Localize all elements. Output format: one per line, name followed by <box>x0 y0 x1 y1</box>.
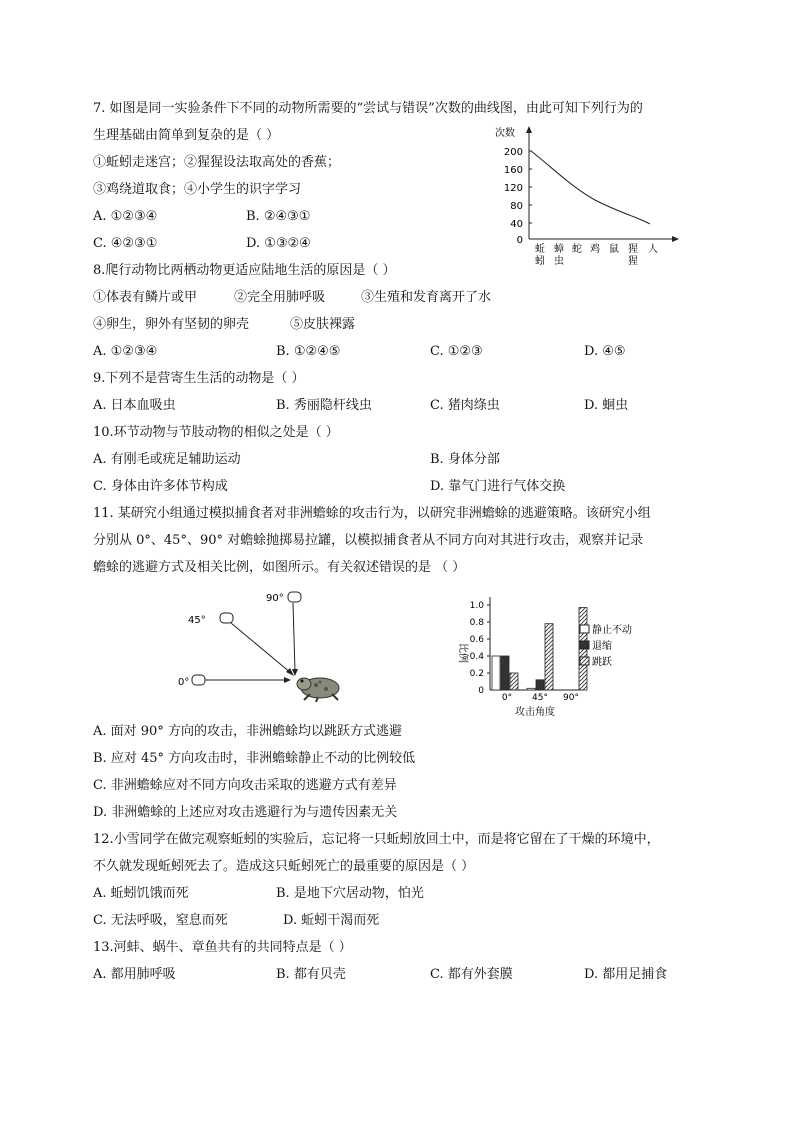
q11-angle-45-label: 45° <box>188 615 206 626</box>
q11-legend <box>580 623 632 668</box>
q12-option-d: D. 蚯蚓干渴而死 <box>283 913 380 928</box>
q11-legend-still: 静止不动 <box>592 625 632 636</box>
q11-bar-still-0 <box>492 656 500 690</box>
q10-option-c: C. 身体由许多体节构成 <box>93 479 228 494</box>
q9-stem: 9.下列不是营寄生生活的动物是（ ） <box>93 371 305 386</box>
q11-can-45-icon <box>220 613 233 623</box>
q11-legend-retreat: 退缩 <box>592 641 612 652</box>
q11-option-d: D. 非洲蟾蜍的上述应对攻击逃避行为与遗传因素无关 <box>93 805 398 820</box>
q7-ytick-200: 200 <box>503 147 523 158</box>
q8-statement-2: ②完全用肺呼吸 <box>234 290 326 305</box>
q11-angle-90-label: 90° <box>266 593 284 604</box>
q7-trial-curve <box>531 151 650 224</box>
q11-ytick-08: 0.8 <box>469 618 484 628</box>
q9-option-a: A. 日本血吸虫 <box>93 398 176 413</box>
q7-ytick-40: 40 <box>510 219 523 230</box>
q12-stem-line2: 不久就发现蚯蚓死去了。造成这只蚯蚓死亡的最重要的原因是（ ） <box>93 859 475 874</box>
q13-option-d: D. 都用足捕食 <box>584 967 668 982</box>
q7-xcat-gorilla-2: 猩 <box>628 256 638 267</box>
q8-option-b: B. ①②④⑤ <box>276 344 341 359</box>
q11-stem-line3: 蟾蜍的逃避方式及相关比例，如图所示。有关叙述错误的是 （ ） <box>93 560 466 575</box>
q7-xcat-gorilla-1: 猩 <box>628 244 638 255</box>
q7-xcat-chicken: 鸡 <box>590 244 600 255</box>
q7-ytick-160: 160 <box>503 165 523 176</box>
q11-bar-jump-0 <box>510 673 518 690</box>
q7-option-b: B. ②④③① <box>246 209 311 224</box>
q8-statement-5: ⑤皮肤裸露 <box>290 317 356 332</box>
q7-chart-ylabel: 次数 <box>495 128 515 139</box>
q11-option-b: B. 应对 45° 方向攻击时，非洲蟾蜍静止不动的比例较低 <box>93 751 416 766</box>
q11-stem-line1: 11. 某研究小组通过模拟捕食者对非洲蟾蜍的攻击行为，以研究非洲蟾蜍的逃避策略。该研究小组 <box>93 506 651 521</box>
q11-ytick-04: 0.4 <box>469 652 484 662</box>
q7-xcat-earthworm-2: 蚓 <box>535 256 545 267</box>
q11-chart-ylabel: 比例 <box>457 643 468 663</box>
q8-option-a: A. ①②③④ <box>93 344 158 359</box>
q11-bar-retreat-0 <box>501 656 509 690</box>
q11-bar-retreat-1 <box>536 680 544 690</box>
q10-option-b: B. 身体分部 <box>430 452 500 467</box>
q13-option-b: B. 都有贝壳 <box>276 967 346 982</box>
q11-bar-jump-1 <box>545 624 553 690</box>
q7-ytick-120: 120 <box>503 183 523 194</box>
q11-legend-swatch-jump <box>580 657 589 665</box>
q7-statement-1: ①蚯蚓走迷宫；②猩猩设法取高处的香蕉； <box>93 155 341 170</box>
q11-chart-xlabel: 攻击角度 <box>515 707 555 718</box>
q11-attack-direction-diagram <box>170 585 350 710</box>
q12-stem-line1: 12.小雪同学在做完观察蚯蚓的实验后，忘记将一只蚯蚓放回土中，而是将它留在了干燥的环境中， <box>93 832 660 847</box>
q7-option-a: A. ①②③④ <box>93 209 158 224</box>
q11-bar-still-1 <box>527 688 535 690</box>
q7-xcat-cockroach-1: 蟑 <box>554 244 564 255</box>
q7-stem-line1: 7. 如图是同一实验条件下不同的动物所需要的“尝试与错误”次数的曲线图，由此可知下列行为的 <box>93 101 643 116</box>
q11-legend-swatch-still <box>580 625 589 633</box>
q9-option-b: B. 秀丽隐杆线虫 <box>276 398 372 413</box>
q7-xcat-cockroach-2: 虫 <box>554 256 564 267</box>
q10-option-a: A. 有刚毛或疣足辅助运动 <box>93 452 241 467</box>
q7-trial-error-chart <box>485 120 695 280</box>
q7-option-c: C. ④②③① <box>93 236 158 251</box>
q11-xtick-45: 45° <box>532 693 548 703</box>
q12-option-a: A. 蚯蚓饥饿而死 <box>93 886 189 901</box>
q11-can-0-icon <box>192 675 205 685</box>
q11-option-c: C. 非洲蟾蜍应对不同方向攻击采取的逃避方式有差异 <box>93 778 397 793</box>
q13-stem: 13.河蚌、蜗牛、章鱼共有的共同特点是（ ） <box>93 940 352 955</box>
q8-option-d: D. ④⑤ <box>584 344 626 359</box>
q7-stem-line2: 生理基础由简单到复杂的是（ ） <box>93 128 280 143</box>
q11-can-90-icon <box>288 592 301 602</box>
q11-xtick-0: 0° <box>501 693 513 703</box>
q11-legend-swatch-retreat <box>580 641 589 649</box>
q11-ytick-02: 0.2 <box>469 669 484 679</box>
q7-statement-2: ③鸡绕道取食；④小学生的识字学习 <box>93 182 302 197</box>
q8-statement-1: ①体表有鳞片或甲 <box>93 290 198 305</box>
q9-option-c: C. 猪肉绦虫 <box>430 398 500 413</box>
q8-stem: 8.爬行动物比两栖动物更适应陆地生活的原因是（ ） <box>93 263 396 278</box>
q7-ytick-0: 0 <box>516 235 523 246</box>
q13-option-a: A. 都用肺呼吸 <box>93 967 176 982</box>
q11-angle-0-label: 0° <box>178 677 190 688</box>
toad-icon <box>297 678 339 702</box>
q7-option-d: D. ①③②④ <box>246 236 311 251</box>
q11-ytick-06: 0.6 <box>469 635 484 645</box>
q8-statement-4: ④卵生，卵外有坚韧的卵壳 <box>93 317 250 332</box>
q11-legend-jump: 跳跃 <box>592 657 612 668</box>
q7-ytick-80: 80 <box>510 201 523 212</box>
q11-stem-line2: 分别从 0°、45°、90° 对蟾蜍抛掷易拉罐，以模拟捕食者从不同方向对其进行攻击，观察并记录 <box>93 533 644 548</box>
q13-option-c: C. 都有外套膜 <box>430 967 513 982</box>
q12-option-b: B. 是地下穴居动物，怕光 <box>276 886 424 901</box>
q7-xcat-snake: 蛇 <box>572 244 582 255</box>
q11-escape-ratio-chart <box>440 585 650 720</box>
q10-stem: 10.环节动物与节肢动物的相似之处是（ ） <box>93 425 339 440</box>
q7-xcat-human: 人 <box>648 244 658 255</box>
q8-statement-3: ③生殖和发育离开了水 <box>361 290 492 305</box>
q10-option-d: D. 靠气门进行气体交换 <box>430 479 566 494</box>
q9-option-d: D. 蛔虫 <box>584 398 629 413</box>
q11-xtick-90: 90° <box>563 693 579 703</box>
q7-xcat-mouse: 鼠 <box>609 244 619 255</box>
q12-option-c: C. 无法呼吸，窒息而死 <box>93 913 228 928</box>
q7-xcat-earthworm-1: 蚯 <box>535 244 545 255</box>
q11-ytick-1: 1.0 <box>469 601 484 611</box>
q11-option-a: A. 面对 90° 方向的攻击，非洲蟾蜍均以跳跃方式逃避 <box>93 724 402 739</box>
q11-ytick-0: 0 <box>478 686 484 696</box>
q8-option-c: C. ①②③ <box>430 344 483 359</box>
